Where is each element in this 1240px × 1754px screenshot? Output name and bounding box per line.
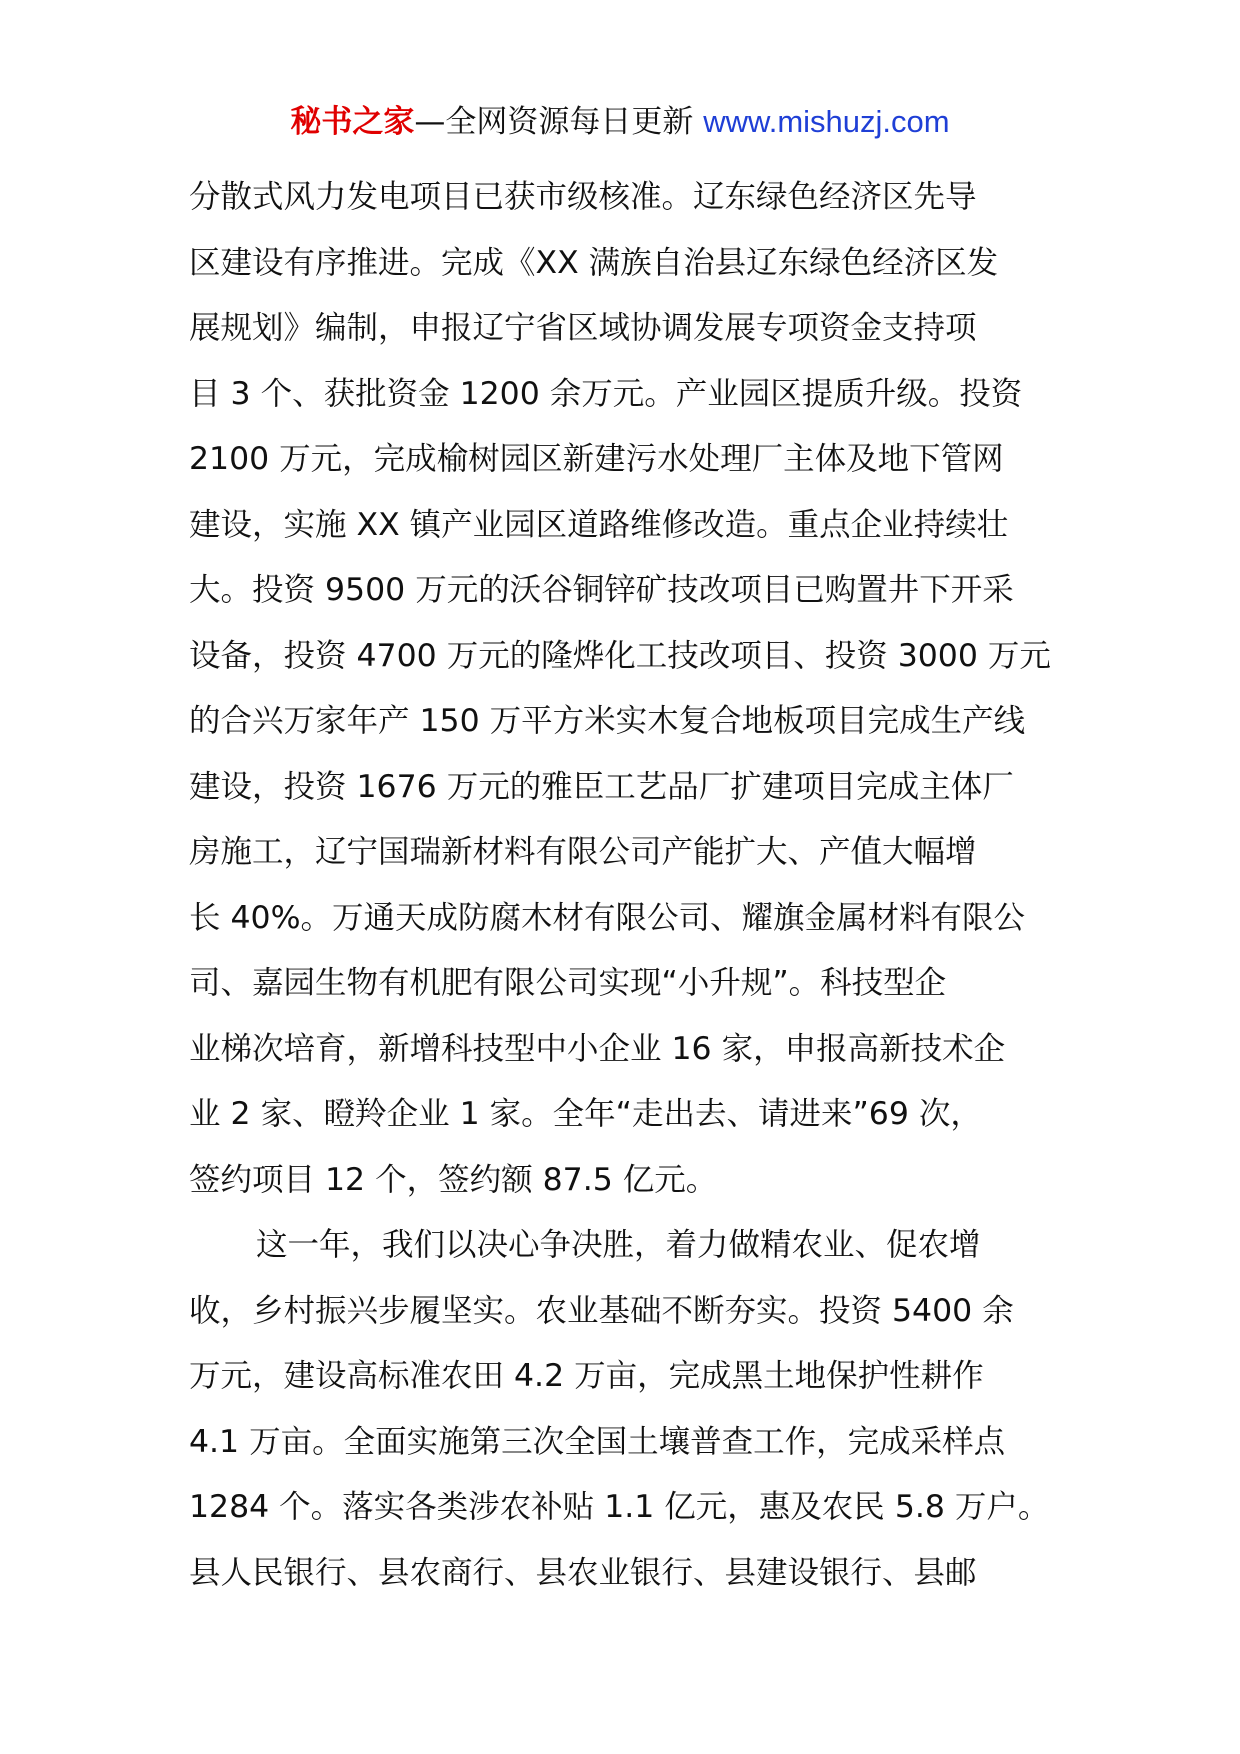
text-line: 业 2 家、瞪羚企业 1 家。全年“走出去、请进来”69 次， — [189, 1096, 982, 1132]
text-line: 签约项目 12 个，签约额 87.5 亿元。 — [189, 1161, 718, 1198]
text-line: 业梯次培育，新增科技型中小企业 16 家，申报高新技术企 — [189, 1030, 1006, 1067]
text-line: 1284 个。落实各类涉农补贴 1.1 亿元，惠及农民 5.8 万户。 — [189, 1489, 1050, 1525]
text-line: 目 3 个、获批资金 1200 余万元。产业园区提质升级。投资 — [189, 375, 1023, 412]
text-line: 万元，建设高标准农田 4.2 万亩，完成黑土地保护性耕作 — [189, 1358, 984, 1394]
text-line: 2100 万元，完成榆树园区新建污水处理厂主体及地下管网 — [189, 441, 1004, 477]
header-tagline: —全网资源每日更新 — [414, 104, 704, 140]
text-line: 展规划》编制，申报辽宁省区域协调发展专项资金支持项 — [189, 310, 977, 346]
text-line: 区建设有序推进。完成《XX 满族自治县辽东绿色经济区发 — [189, 244, 999, 281]
text-line: 建设，实施 XX 镇产业园区道路维修改造。重点企业持续壮 — [189, 506, 1009, 543]
text-line: 长 40%。万通天成防腐木材有限公司、耀旗金属材料有限公 — [189, 899, 1026, 936]
text-line: 司、嘉园生物有机肥有限公司实现“小升规”。科技型企 — [189, 965, 947, 1001]
text-line: 的合兴万家年产 150 万平方米实木复合地板项目完成生产线 — [189, 703, 1026, 739]
text-line: 房施工，辽宁国瑞新材料有限公司产能扩大、产值大幅增 — [189, 834, 977, 870]
brand-name: 秘书之家 — [290, 104, 415, 140]
page-header — [0, 100, 1240, 144]
text-line: 建设，投资 1676 万元的雅臣工艺品厂扩建项目完成主体厂 — [189, 768, 1014, 805]
document-body — [189, 165, 1064, 1606]
text-line: 设备，投资 4700 万元的隆烨化工技改项目、投资 3000 万元 — [189, 637, 1051, 674]
text-line: 4.1 万亩。全面实施第三次全国土壤普查工作，完成采样点 — [189, 1423, 1006, 1460]
text-line: 县人民银行、县农商行、县农业银行、县建设银行、县邮 — [189, 1554, 977, 1591]
website-link[interactable]: www.mishuzj.com — [703, 104, 950, 139]
text-line: 大。投资 9500 万元的沃谷铜锌矿技改项目已购置井下开采 — [189, 572, 1014, 608]
text-line: 收，乡村振兴步履坚实。农业基础不断夯实。投资 5400 余 — [189, 1292, 1014, 1329]
paragraph-start-line: 这一年，我们以决心争决胜，着力做精农业、促农增 — [256, 1227, 981, 1263]
text-line: 分散式风力发电项目已获市级核准。辽东绿色经济区先导 — [189, 179, 977, 215]
